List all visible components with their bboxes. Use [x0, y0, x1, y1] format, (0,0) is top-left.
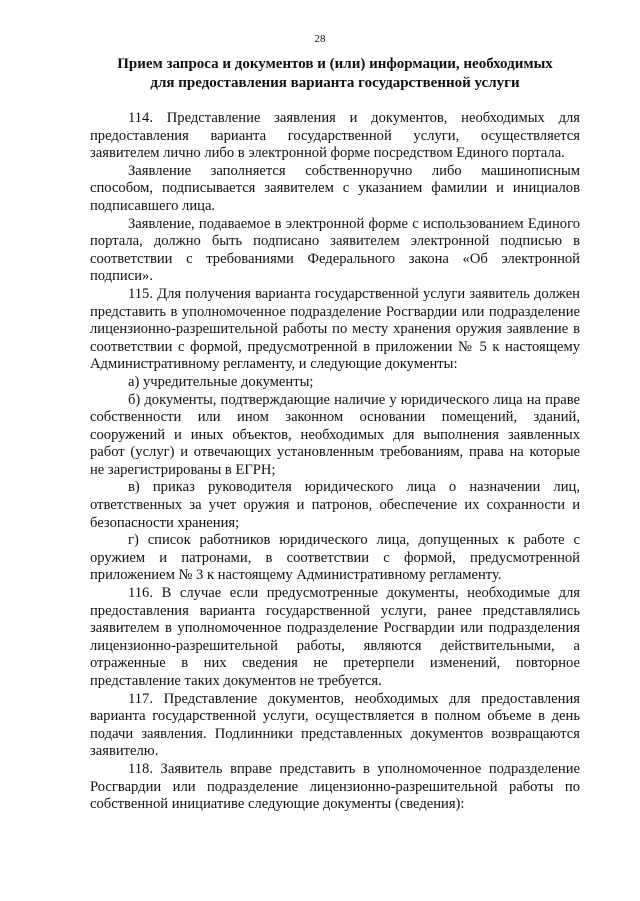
document-body [90, 110, 580, 814]
paragraph-118: 118. Заявитель вправе представить в уполномоченное подразделение Росгвардии или подразделение лицензионно-разрешительной работы по собственной инициативе следующие документы (сведения): [90, 760, 580, 813]
paragraph-electronic-signature: Заявление, подаваемое в электронной форме с использованием Единого портала, должно быть подписано заявителем электронной подписью в соответствии с требованиями Федерального закона «Об электронной подписи». [90, 215, 580, 285]
list-item-g: г) список работников юридического лица, допущенных к работе с оружием и патронами, в соответствии с формой, предусмотренной приложением № 3 к настоящему Административному регламенту. [90, 532, 580, 584]
list-item-v: в) приказ руководителя юридического лица о назначении лиц, ответственных за учет оружия и патронов, обеспечение их сохранности и безопасности хранения; [90, 479, 580, 531]
paragraph-117: 117. Представление документов, необходимых для предоставления варианта государственной услуги, осуществляется в полном объеме в день подачи заявления. Подлинники представленных документов возвращаются заявителю. [90, 690, 580, 760]
paragraph-116: 116. В случае если предусмотренные документы, необходимые для предоставления варианта государственной услуги, ранее представлялись заявителем в уполномоченное подразделение Росгвардии или подразделения лицензионно-разрешительной работы, являются действительными, а отраженные в них сведения не претерпели изменений, повторное представление таких документов не требуется. [90, 585, 580, 689]
paragraph-114: 114. Представление заявления и документов, необходимых для предоставления варианта государственной услуги, осуществляется заявителем лично либо в электронной форме посредством Единого портала. [90, 110, 580, 162]
paragraph-application-filling: Заявление заполняется собственноручно либо машинописным способом, подписывается заявителем с указанием фамилии и инициалов подписавшего лица. [90, 162, 580, 214]
list-item-a: а) учредительные документы; [128, 373, 314, 390]
page-number: 28 [314, 33, 326, 45]
paragraph-115: 115. Для получения варианта государственной услуги заявитель должен представить в уполномоченное подразделение Росгвардии или подразделение лицензионно-разрешительной работы по месту хранения оружия заявление в соответствии с формой, предусмотренной в приложении № 5 к настоящему Административному регламенту, и следующие документы: [90, 285, 580, 373]
section-heading-line: для предоставления варианта государственной услуги [150, 75, 520, 91]
section-heading [90, 55, 580, 93]
list-item-b: б) документы, подтверждающие наличие у юридического лица на праве собственности или ином законном основании помещений, зданий, сооружений и иных объектов, необходимых для выполнения заявленных работ (услуг) и отвечающих установленным требованиям, права на которые не зарегистрированы в ЕГРН; [90, 391, 580, 478]
section-heading-line: Прием запроса и документов и (или) информации, необходимых [117, 56, 553, 72]
